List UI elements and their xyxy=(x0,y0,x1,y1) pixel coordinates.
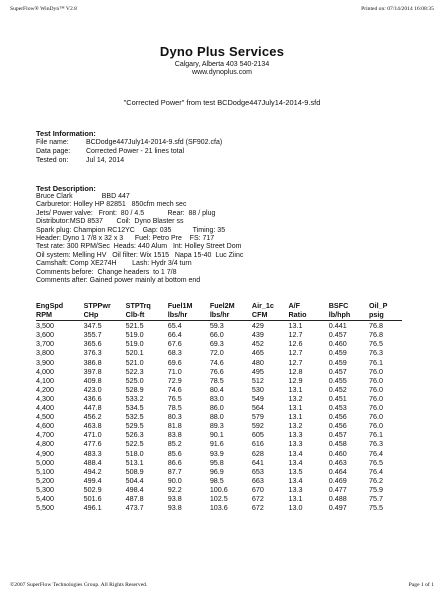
company-website: www.dynoplus.com xyxy=(192,69,252,76)
table-cell: 670 xyxy=(251,484,264,494)
table-cell: 528.9 xyxy=(125,384,144,394)
table-row xyxy=(36,485,402,494)
table-cell: 653 xyxy=(251,466,264,476)
table-cell: 85.2 xyxy=(167,439,182,449)
info-value: BCDodge447July14-2014-9.sfd (SF902.cfa) xyxy=(86,139,223,146)
table-cell: 4,400 xyxy=(36,403,54,413)
table-cell: 376.3 xyxy=(83,348,102,358)
table-cell: 605 xyxy=(251,430,264,440)
table-cell: 66.0 xyxy=(209,330,224,340)
table-row xyxy=(36,348,402,357)
section-title: Test Description: xyxy=(36,184,96,193)
table-cell: 76.5 xyxy=(368,457,383,467)
header-row-units xyxy=(36,311,402,321)
table-cell: 74.6 xyxy=(209,357,224,367)
table-cell: 532.5 xyxy=(125,412,144,422)
table-cell: 423.0 xyxy=(83,384,102,394)
table-cell: 0.457 xyxy=(328,330,347,340)
table-cell: 13.1 xyxy=(288,384,303,394)
table-cell: 65.4 xyxy=(167,321,182,331)
table-cell: 436.6 xyxy=(83,393,102,403)
table-cell: 12.8 xyxy=(288,366,303,376)
description-line: Header: Dyno 1 7/8 x 32 x 3 Fuel: Petro Pre FS: 717 xyxy=(36,235,215,243)
table-cell: 477.6 xyxy=(83,439,102,449)
table-cell: 78.5 xyxy=(209,375,224,385)
table-cell: 0.497 xyxy=(328,503,347,513)
table-cell: 471.0 xyxy=(83,430,102,440)
table-cell: 5,500 xyxy=(36,503,54,513)
table-cell: 519.0 xyxy=(125,330,144,340)
column-header: Fuel1M xyxy=(167,301,193,310)
table-cell: 13.1 xyxy=(288,412,303,422)
table-cell: 93.8 xyxy=(167,503,182,513)
description-line: Comments after: Gained power mainly at bottom end xyxy=(36,277,201,285)
table-cell: 86.0 xyxy=(209,403,224,413)
table-row xyxy=(36,376,402,385)
copyright: ©2007 SuperFlow Technologies Group. All Rights Reserved. xyxy=(10,582,148,588)
table-cell: 12.7 xyxy=(288,330,303,340)
table-cell: 4,200 xyxy=(36,384,54,394)
company-address: Calgary, Alberta 403 540-2134 xyxy=(174,61,270,68)
table-cell: 59.3 xyxy=(209,321,224,331)
table-cell: 463.8 xyxy=(83,421,102,431)
table-cell: 98.5 xyxy=(209,475,224,485)
results-table-container xyxy=(36,302,402,512)
table-cell: 397.8 xyxy=(83,366,102,376)
table-cell: 0.441 xyxy=(328,321,347,331)
table-cell: 0.456 xyxy=(328,412,347,422)
table-row xyxy=(36,467,402,476)
table-cell: 672 xyxy=(251,493,264,503)
table-cell: 5,000 xyxy=(36,457,54,467)
table-cell: 13.2 xyxy=(288,393,303,403)
table-cell: 13.1 xyxy=(288,403,303,413)
table-cell: 5,100 xyxy=(36,466,54,476)
table-row xyxy=(36,458,402,467)
table-cell: 498.4 xyxy=(125,484,144,494)
test-information xyxy=(36,129,416,165)
table-cell: 452 xyxy=(251,339,264,349)
table-cell: 495 xyxy=(251,366,264,376)
column-unit: lbs/hr xyxy=(210,311,252,321)
table-cell: 0.453 xyxy=(328,403,347,413)
table-cell: 4,100 xyxy=(36,375,54,385)
table-cell: 0.460 xyxy=(328,448,347,458)
table-cell: 0.469 xyxy=(328,475,347,485)
table-cell: 0.456 xyxy=(328,421,347,431)
table-cell: 0.488 xyxy=(328,493,347,503)
table-cell: 13.1 xyxy=(288,493,303,503)
table-cell: 3,800 xyxy=(36,348,54,358)
description-line: Bruce Clark BBD 447 xyxy=(36,193,130,200)
table-cell: 76.4 xyxy=(368,466,383,476)
column-unit: Clb-ft xyxy=(126,311,168,321)
table-cell: 4,700 xyxy=(36,430,54,440)
column-header: EngSpd xyxy=(36,301,64,310)
table-cell: 365.6 xyxy=(83,339,102,349)
table-cell: 76.0 xyxy=(368,421,383,431)
table-cell: 12.6 xyxy=(288,339,303,349)
table-cell: 93.8 xyxy=(167,493,182,503)
table-cell: 4,300 xyxy=(36,393,54,403)
table-cell: 512 xyxy=(251,375,264,385)
table-cell: 13.1 xyxy=(288,321,303,331)
table-cell: 496.1 xyxy=(83,503,102,513)
table-cell: 0.460 xyxy=(328,339,347,349)
table-cell: 75.7 xyxy=(368,493,383,503)
table-cell: 473.7 xyxy=(125,503,144,513)
table-cell: 3,600 xyxy=(36,330,54,340)
table-row xyxy=(36,394,402,403)
table-cell: 76.3 xyxy=(368,348,383,358)
table-cell: 12.9 xyxy=(288,375,303,385)
table-row xyxy=(36,449,402,458)
table-cell: 529.5 xyxy=(125,421,144,431)
table-cell: 519.0 xyxy=(125,339,144,349)
table-cell: 78.5 xyxy=(167,403,182,413)
table-cell: 508.9 xyxy=(125,466,144,476)
description-line: Oil system: Melling HV Oil filter: Wix 1515 Napa 15-40 Luc Ziinc xyxy=(36,251,244,259)
table-cell: 456.2 xyxy=(83,412,102,422)
table-cell: 526.3 xyxy=(125,430,144,440)
column-header: Air_1c xyxy=(251,301,274,310)
table-cell: 13.4 xyxy=(288,475,303,485)
table-cell: 439 xyxy=(251,330,264,340)
table-cell: 564 xyxy=(251,403,264,413)
table-cell: 501.6 xyxy=(83,493,102,503)
page-footer xyxy=(10,582,434,592)
table-row xyxy=(36,403,402,412)
table-cell: 13.4 xyxy=(288,457,303,467)
table-cell: 347.5 xyxy=(83,321,102,331)
table-cell: 90.1 xyxy=(209,430,224,440)
table-row xyxy=(36,430,402,439)
info-row xyxy=(36,147,416,156)
table-cell: 87.7 xyxy=(167,466,182,476)
page-number: Page 1 of 1 xyxy=(408,582,434,588)
table-cell: 534.5 xyxy=(125,403,144,413)
table-cell: 76.0 xyxy=(368,403,383,413)
table-row xyxy=(36,367,402,376)
table-cell: 13.3 xyxy=(288,439,303,449)
table-cell: 3,700 xyxy=(36,339,54,349)
table-cell: 447.8 xyxy=(83,403,102,413)
software-version: SuperFlow® WinDyn™ V2.8 xyxy=(10,6,77,12)
table-cell: 76.8 xyxy=(368,321,383,331)
table-cell: 355.7 xyxy=(83,330,102,340)
table-cell: 465 xyxy=(251,348,264,358)
table-cell: 76.1 xyxy=(368,430,383,440)
column-unit: lb/hph xyxy=(329,311,369,321)
table-cell: 13.0 xyxy=(288,503,303,513)
company-name: Dyno Plus Services xyxy=(159,44,285,59)
info-row xyxy=(36,156,416,165)
table-cell: 76.8 xyxy=(368,330,383,340)
column-unit: CHp xyxy=(84,311,126,321)
results-table xyxy=(36,302,402,512)
description-line: Carburetor: Holley HP 82851 850cfm mech sec xyxy=(36,201,187,209)
table-cell: 513.1 xyxy=(125,457,144,467)
table-cell: 483.3 xyxy=(83,448,102,458)
table-cell: 12.7 xyxy=(288,357,303,367)
table-cell: 0.457 xyxy=(328,430,347,440)
table-cell: 13.3 xyxy=(288,484,303,494)
table-row xyxy=(36,339,402,348)
table-row xyxy=(36,321,402,331)
table-cell: 83.0 xyxy=(209,393,224,403)
table-cell: 409.8 xyxy=(83,375,102,385)
table-cell: 76.0 xyxy=(368,393,383,403)
table-cell: 4,800 xyxy=(36,439,54,449)
column-header: STPTrq xyxy=(125,301,151,310)
table-cell: 386.8 xyxy=(83,357,102,367)
table-cell: 102.5 xyxy=(209,493,228,503)
table-cell: 5,200 xyxy=(36,475,54,485)
column-header: STPPwr xyxy=(83,301,111,310)
table-cell: 83.8 xyxy=(167,430,182,440)
info-label: Data page: xyxy=(36,148,71,155)
table-cell: 0.464 xyxy=(328,466,347,476)
table-cell: 95.8 xyxy=(209,457,224,467)
table-cell: 76.3 xyxy=(368,439,383,449)
table-cell: 100.6 xyxy=(209,484,228,494)
table-cell: 76.2 xyxy=(368,475,383,485)
table-cell: 4,900 xyxy=(36,448,54,458)
table-cell: 76.0 xyxy=(368,384,383,394)
table-cell: 579 xyxy=(251,412,264,422)
table-cell: 13.3 xyxy=(288,430,303,440)
info-row xyxy=(36,138,416,147)
table-cell: 96.9 xyxy=(209,466,224,476)
table-cell: 4,000 xyxy=(36,366,54,376)
table-cell: 0.458 xyxy=(328,439,347,449)
table-cell: 499.4 xyxy=(83,475,102,485)
table-cell: 663 xyxy=(251,475,264,485)
table-cell: 76.1 xyxy=(368,357,383,367)
section-title: Test Information: xyxy=(36,129,96,138)
table-cell: 76.0 xyxy=(368,375,383,385)
column-unit: CFM xyxy=(252,311,289,321)
info-value: Jul 14, 2014 xyxy=(86,157,125,164)
table-cell: 75.9 xyxy=(368,484,383,494)
table-cell: 72.0 xyxy=(209,348,224,358)
table-cell: 81.8 xyxy=(167,421,182,431)
table-cell: 533.2 xyxy=(125,393,144,403)
table-cell: 520.1 xyxy=(125,348,144,358)
table-cell: 0.452 xyxy=(328,384,347,394)
table-cell: 672 xyxy=(251,503,264,513)
table-cell: 76.6 xyxy=(209,366,224,376)
table-cell: 3,500 xyxy=(36,321,54,331)
table-cell: 518.0 xyxy=(125,448,144,458)
table-cell: 93.9 xyxy=(209,448,224,458)
table-cell: 89.3 xyxy=(209,421,224,431)
table-cell: 75.5 xyxy=(368,503,383,513)
table-cell: 488.4 xyxy=(83,457,102,467)
table-cell: 80.3 xyxy=(167,412,182,422)
company-block xyxy=(0,44,444,76)
table-cell: 628 xyxy=(251,448,264,458)
table-cell: 521.5 xyxy=(125,321,144,331)
table-cell: 4,600 xyxy=(36,421,54,431)
table-cell: 0.477 xyxy=(328,484,347,494)
column-header: BSFC xyxy=(328,301,349,310)
table-cell: 530 xyxy=(251,384,264,394)
table-row xyxy=(36,421,402,430)
column-unit: RPM xyxy=(36,311,84,321)
table-cell: 13.4 xyxy=(288,448,303,458)
column-unit: Ratio xyxy=(288,311,328,321)
table-cell: 429 xyxy=(251,321,264,331)
table-row xyxy=(36,494,402,503)
info-value: Corrected Power - 21 lines total xyxy=(86,148,185,155)
table-cell: 80.4 xyxy=(209,384,224,394)
table-cell: 68.3 xyxy=(167,348,182,358)
table-cell: 74.6 xyxy=(167,384,182,394)
table-cell: 549 xyxy=(251,393,264,403)
table-cell: 616 xyxy=(251,439,264,449)
info-label: File name: xyxy=(36,139,69,146)
column-unit: psig xyxy=(369,311,402,321)
table-cell: 0.463 xyxy=(328,457,347,467)
table-row xyxy=(36,330,402,339)
table-cell: 67.6 xyxy=(167,339,182,349)
table-cell: 13.2 xyxy=(288,421,303,431)
column-unit: lbs/hr xyxy=(168,311,210,321)
table-cell: 66.4 xyxy=(167,330,182,340)
table-cell: 504.4 xyxy=(125,475,144,485)
table-cell: 487.8 xyxy=(125,493,144,503)
table-row xyxy=(36,503,402,512)
table-cell: 76.5 xyxy=(167,393,182,403)
column-header: Oil_P xyxy=(368,301,388,310)
table-cell: 502.9 xyxy=(83,484,102,494)
description-line: Camshaft: Comp XE274H Lash: Hydr 3/4 turn xyxy=(36,260,192,268)
table-row xyxy=(36,412,402,421)
description-line: Jets/ Power valve: Front: 80 / 4.5 Rear: 88 / plug xyxy=(36,209,216,217)
column-header: Fuel2M xyxy=(209,301,235,310)
table-cell: 76.5 xyxy=(368,339,383,349)
table-cell: 5,400 xyxy=(36,493,54,503)
table-cell: 72.9 xyxy=(167,375,182,385)
table-cell: 12.7 xyxy=(288,348,303,358)
table-cell: 69.6 xyxy=(167,357,182,367)
table-cell: 0.451 xyxy=(328,393,347,403)
table-cell: 13.5 xyxy=(288,466,303,476)
column-header: A/F xyxy=(288,301,301,310)
table-cell: 5,300 xyxy=(36,484,54,494)
table-cell: 0.457 xyxy=(328,366,347,376)
table-cell: 521.0 xyxy=(125,357,144,367)
report-caption: "Corrected Power" from test BCDodge447July14-2014-9.sfd xyxy=(123,98,321,107)
description-line: Test rate: 300 RPM/Sec Heads: 440 Alum Int: Holley Street Dom xyxy=(36,243,242,251)
table-cell: 3,900 xyxy=(36,357,54,367)
table-cell: 69.3 xyxy=(209,339,224,349)
table-cell: 86.6 xyxy=(167,457,182,467)
table-cell: 0.455 xyxy=(328,375,347,385)
table-cell: 522.3 xyxy=(125,366,144,376)
table-cell: 71.0 xyxy=(167,366,182,376)
table-cell: 90.0 xyxy=(167,475,182,485)
printed-on: Printed on: 07/14/2014 16:08:35 xyxy=(361,6,434,12)
table-cell: 92.2 xyxy=(167,484,182,494)
table-cell: 76.4 xyxy=(368,448,383,458)
table-cell: 88.0 xyxy=(209,412,224,422)
test-description xyxy=(36,184,416,285)
table-cell: 4,500 xyxy=(36,412,54,422)
description-line: Distributor:MSD 8537 Coil: Dyno Blaster ss xyxy=(36,218,184,226)
table-row xyxy=(36,439,402,448)
table-cell: 91.6 xyxy=(209,439,224,449)
info-label: Tested on: xyxy=(36,157,69,164)
table-cell: 103.6 xyxy=(209,503,228,513)
table-cell: 0.459 xyxy=(328,348,347,358)
table-cell: 592 xyxy=(251,421,264,431)
table-cell: 76.0 xyxy=(368,412,383,422)
table-cell: 0.459 xyxy=(328,357,347,367)
table-row xyxy=(36,385,402,394)
results-body xyxy=(36,321,402,512)
table-cell: 85.6 xyxy=(167,448,182,458)
table-cell: 480 xyxy=(251,357,264,367)
table-cell: 641 xyxy=(251,457,264,467)
table-cell: 522.5 xyxy=(125,439,144,449)
description-line: Spark plug: Champion RC12YC Gap: 035 Timing: 35 xyxy=(36,226,226,234)
table-cell: 494.2 xyxy=(83,466,102,476)
description-line: Comments before: Change headers to 1 7/8 xyxy=(36,268,177,276)
page-header xyxy=(10,6,434,20)
table-cell: 525.0 xyxy=(125,375,144,385)
table-row xyxy=(36,476,402,485)
table-cell: 76.0 xyxy=(368,366,383,376)
table-row xyxy=(36,358,402,367)
